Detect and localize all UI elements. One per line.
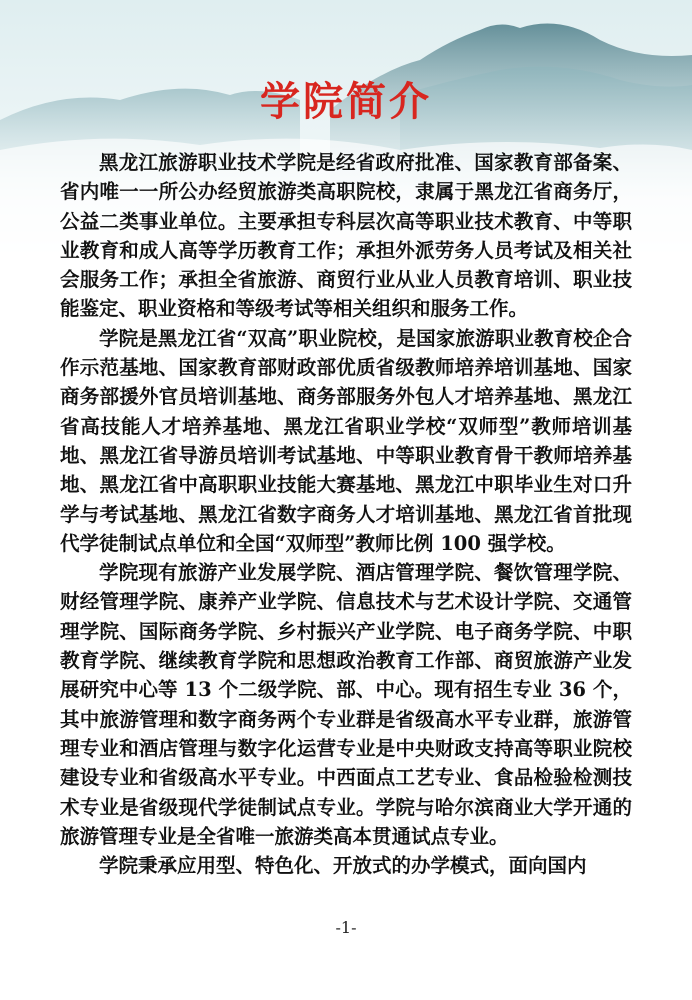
article-body [60,148,632,880]
paragraph-departments: 学院现有旅游产业发展学院、酒店管理学院、餐饮管理学院、财经管理学院、康养产业学院、信息技术与艺术设计学院、交通管理学院、国际商务学院、乡村振兴产业学院、电子商务学院、中职教育学院、继续教育学院和思想政治教育工作部、商贸旅游产业发展研究中心等 13 个二级学院、部、中心。现有招生专业 36 个，其中旅游管理和数字商务两个专业群是省级高水平专业群，旅游管理专业和酒店管理与数字化运营专业是中央财政支持高等职业院校建设专业和省级高水平专业。中西面点工艺专业、食品检验检测技术专业是省级现代学徒制试点专业。学院与哈尔滨商业大学开通的旅游管理专业是全省唯一旅游类高本贯通试点专业。 [60,561,632,848]
paragraph-honors: 学院是黑龙江省“双高”职业院校，是国家旅游职业教育校企合作示范基地、国家教育部财政部优质省级教师培养培训基地、国家商务部援外官员培训基地、商务部服务外包人才培养基地、黑龙江省高技能人才培养基地、黑龙江省职业学校“双师型”教师培训基地、黑龙江省导游员培训考试基地、中等职业教育骨干教师培养基地、黑龙江省中高职职业技能大赛基地、黑龙江中职毕业生对口升学与考试基地、黑龙江省数字商务人才培训基地、黑龙江省首批现代学徒制试点单位和全国“双师型”教师比例 100 强学校。 [60,326,632,555]
paragraph-intro: 黑龙江旅游职业技术学院是经省政府批准、国家教育部备案、省内唯一一所公办经贸旅游类高职院校，隶属于黑龙江省商务厅，公益二类事业单位。主要承担专科层次高等职业技术教育、中等职业教育和成人高等学历教育工作；承担外派劳务人员考试及相关社会服务工作；承担全省旅游、商贸行业从业人员教育培训、职业技能鉴定、职业资格和等级考试等相关组织和服务工作。 [60,151,632,321]
paragraph-model: 学院秉承应用型、特色化、开放式的办学模式，面向国内 [99,854,587,878]
page-title: 学院简介 [260,78,432,125]
page-number: -1- [335,918,357,937]
